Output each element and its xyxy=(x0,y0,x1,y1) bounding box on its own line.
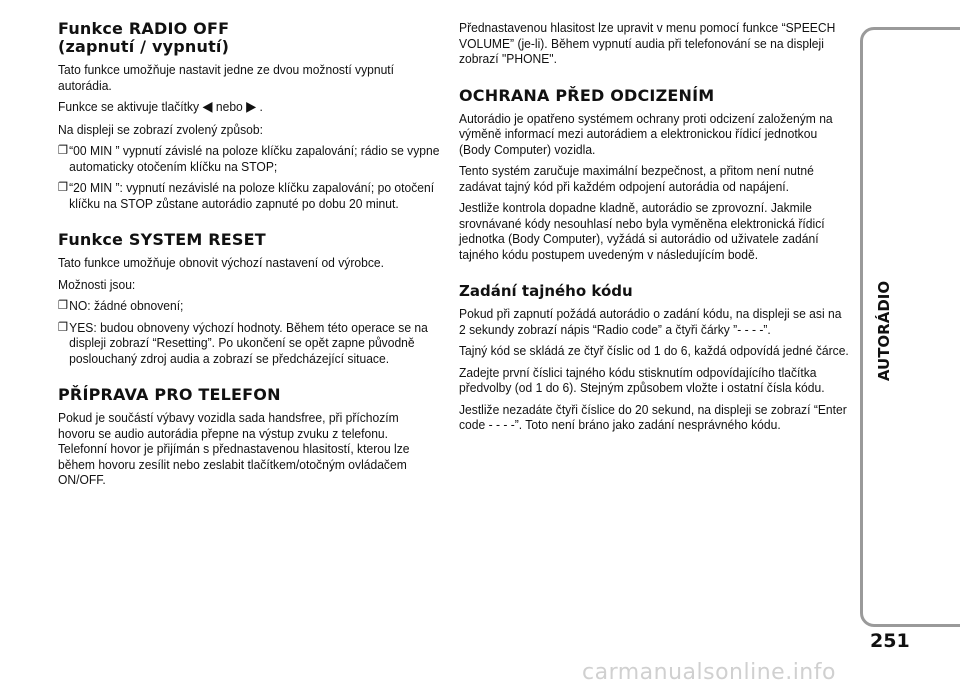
radio-off-paragraph-3: Na displeji se zobrazí zvolený způsob: xyxy=(58,121,263,137)
phone-prep-heading: PŘÍPRAVA PRO TELEFON xyxy=(58,385,281,404)
left-arrow-icon: ◀ xyxy=(202,99,213,115)
radio-off-heading-line1: Funkce RADIO OFF xyxy=(58,19,230,38)
system-reset-paragraph-2: Možnosti jsou: xyxy=(58,276,136,292)
list-item xyxy=(58,143,449,174)
radio-off-bullet-20min: “20 MIN ”: vypnutí nezávislé na poloze klíčku zapalování; po otočení klíčku na STOP zůstane autorádio zapnuté po dobu 20 minut. xyxy=(69,180,435,211)
checkbox-bullet-icon: ❐ xyxy=(58,298,69,312)
code-paragraph-3: Zadejte první číslici tajného kódu stisknutím odpovídajícího tlačítka předvolby (od 1 do 6). Stejným způsobem vložte i ostatní čísla kódu. xyxy=(459,364,825,395)
list-item xyxy=(58,180,449,211)
code-paragraph-4: Jestliže nezadáte čtyři číslice do 20 sekund, na displeji se zobrazí “Enter code - - - -”. Toto není bráno jako zadání nesprávného kódu. xyxy=(459,401,847,432)
radio-off-bullet-00min: “00 MIN ” vypnutí závislé na poloze klíčku zapalování; rádio se vypne automaticky otočením klíčku na STOP; xyxy=(69,143,440,174)
system-reset-bullet-no: NO: žádné obnovení; xyxy=(69,298,184,313)
list-item xyxy=(58,298,449,314)
radio-off-heading-line2: (zapnutí / vypnutí) xyxy=(58,37,230,56)
code-paragraph-1: Pokud při zapnutí požádá autorádio o zadání kódu, na displeji se asi na 2 sekundy zobrazí nápis “Radio code” a čtyři čárky ”- - - -”. xyxy=(459,306,842,337)
checkbox-bullet-icon: ❐ xyxy=(58,180,69,194)
right-arrow-icon: ▶ xyxy=(246,99,257,115)
theft-protection-heading: OCHRANA PŘED ODCIZENÍM xyxy=(459,85,715,105)
left-column xyxy=(58,20,440,494)
radio-off-paragraph-1: Tato funkce umožňuje nastavit jedne ze dvou možností vypnutí autorádia. xyxy=(58,62,395,93)
theft-paragraph-3: Jestliže kontrola dopadne kladně, autorádio se zprovozní. Jakmile srovnávané kódy nesouhlasí nebo byla vyměněna elektronická řídicí jednotka (Body Computer), vyžádá si autorádio od uživatele zadání tajného kódu postupem uvedeným v následujícím bodě. xyxy=(459,200,825,262)
watermark: carmanualsonline.info xyxy=(582,660,836,685)
list-item xyxy=(58,320,449,367)
system-reset-bullet-yes: YES: budou obnoveny výchozí hodnoty. Během této operace se na displeji zobrazí “Resetting”. Po ukončení se opět zapne původně poslouchaný zdroj audia a zobrazí se předcházející situace. xyxy=(69,319,428,366)
page-number: 251 xyxy=(870,630,910,652)
secret-code-heading: Zadání tajného kódu xyxy=(459,282,633,300)
theft-paragraph-2: Tento systém zaručuje maximální bezpečnost, a přitom není nutné zadávat tajný kód při každém odpojení autorádia od napájení. xyxy=(459,163,814,194)
theft-paragraph-1: Autorádio je opatřeno systémem ochrany proti odcizení založeným na výměně informací mezi autorádiem a elektronickou řídicí jednotkou (Body Computer) vozidla. xyxy=(459,110,833,157)
radio-off-paragraph-2 xyxy=(58,99,438,116)
radio-off-p2-text: Funkce se aktivuje tlačítky xyxy=(58,99,200,114)
chapter-label-text: AUTORÁDIO xyxy=(875,280,894,382)
radio-off-heading xyxy=(58,20,440,56)
phone-prep-paragraph: Pokud je součástí výbavy vozidla sada handsfree, při příchozím hovoru se audio autorádia přepne na výstup zvuku z telefonu. Telefonní hovor je přijímán s přednastavenou hlasitostí, kterou lze během hovoru zesílit nebo zeslabit tlačítkem/otočným ovládačem ON/OFF. xyxy=(58,410,410,487)
checkbox-bullet-icon: ❐ xyxy=(58,143,69,157)
system-reset-paragraph-1: Tato funkce umožňuje obnovit výchozí nastavení od výrobce. xyxy=(58,255,384,270)
radio-off-p2-end: . xyxy=(259,99,263,114)
speech-volume-paragraph: Přednastavenou hlasitost lze upravit v menu pomocí funkce “SPEECH VOLUME” (je-li). Během vypnutí audia při telefonování se na displeji zobrazí "PHONE". xyxy=(459,20,836,66)
right-column xyxy=(459,20,851,439)
chapter-label xyxy=(874,280,894,382)
checkbox-bullet-icon: ❐ xyxy=(58,319,69,334)
system-reset-heading: Funkce SYSTEM RESET xyxy=(58,230,266,249)
code-paragraph-2: Tajný kód se skládá ze čtyř číslic od 1 do 6, každá odpovídá jedné čárce. xyxy=(459,343,849,358)
radio-off-p2-mid: nebo xyxy=(215,99,243,114)
